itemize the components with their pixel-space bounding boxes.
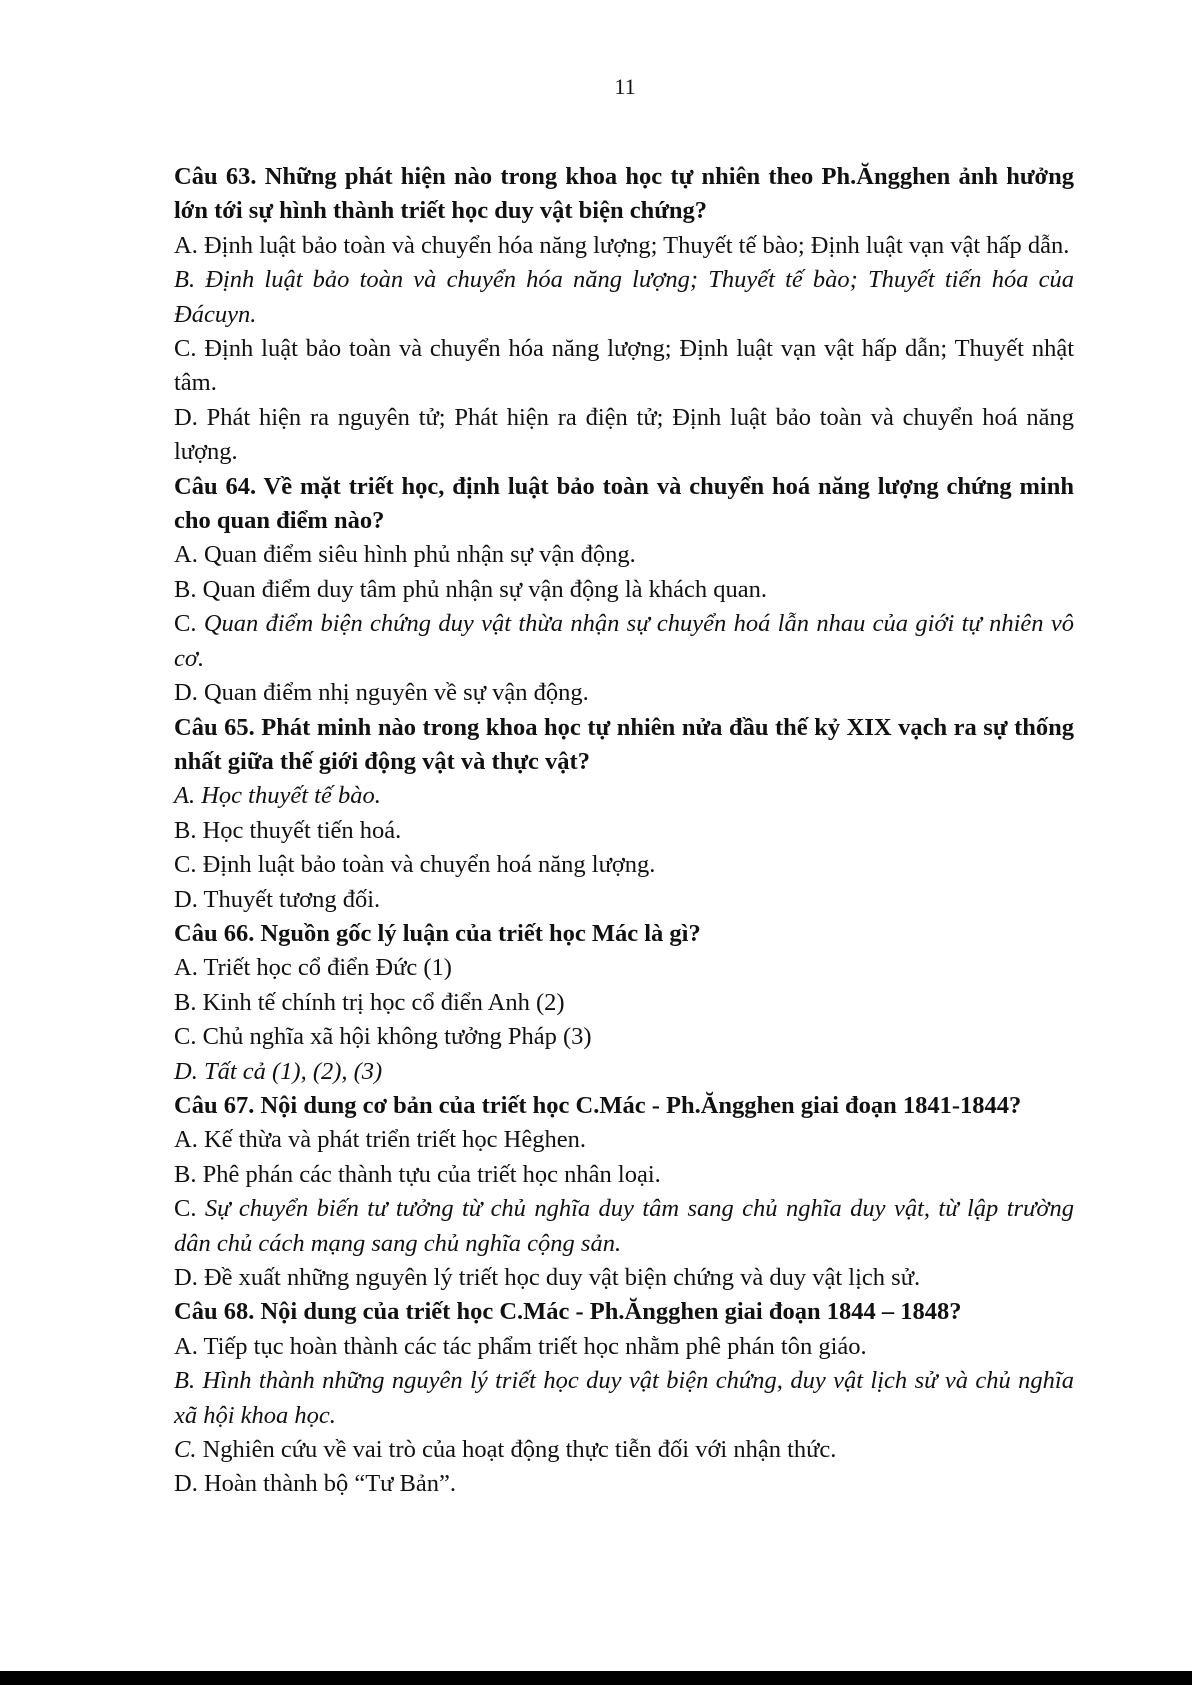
answer-option: A. Tiếp tục hoàn thành các tác phẩm triết học nhằm phê phán tôn giáo. [174, 1332, 867, 1360]
question-title: Câu 66. Nguồn gốc lý luận của triết học Mác là gì? [174, 919, 701, 947]
question-title: Câu 64. Về mặt triết học, định luật bảo toàn và chuyển hoá năng lượng chứng minh cho quan điểm nào? [174, 472, 1074, 535]
answer-option-letter: C. [174, 610, 204, 638]
answer-option: A. Quan điểm siêu hình phủ nhận sự vận động. [174, 541, 636, 569]
answer-option-letter: C. [174, 1436, 203, 1464]
answer-option: C. Chủ nghĩa xã hội không tưởng Pháp (3) [174, 1023, 592, 1051]
answer-option: B. Quan điểm duy tâm phủ nhận sự vận động là khách quan. [174, 575, 768, 603]
question-title: Câu 67. Nội dung cơ bản của triết học C.Mác - Ph.Ăngghen giai đoạn 1841-1844? [174, 1091, 1022, 1119]
page-number: 11 [614, 74, 636, 99]
question-list [174, 160, 1074, 1502]
answer-option: D. Hoàn thành bộ “Tư Bản”. [174, 1470, 457, 1498]
answer-option-text: Nghiên cứu về vai trò của hoạt động thực tiễn đối với nhận thức. [202, 1436, 837, 1464]
answer-option: D. Quan điểm nhị nguyên về sự vận động. [174, 679, 589, 707]
question-title: Câu 68. Nội dung của triết học C.Mác - Ph.Ăngghen giai đoạn 1844 – 1848? [174, 1298, 962, 1326]
answer-option [174, 607, 1074, 676]
question-title: Câu 63. Những phát hiện nào trong khoa học tự nhiên theo Ph.Ăngghen ảnh hưởng lớn tới sự hình thành triết học duy vật biện chứng? [174, 163, 1074, 225]
answer-option: C. Định luật bảo toàn và chuyển hoá năng lượng. [174, 851, 656, 879]
answer-option: A. Kế thừa và phát triển triết học Hêghen. [174, 1126, 586, 1154]
answer-option: C. Định luật bảo toàn và chuyển hóa năng lượng; Định luật vạn vật hấp dẫn; Thuyết nhật tâm. [174, 335, 1074, 397]
answer-option-text: Quan điểm biện chứng duy vật thừa nhận sự chuyển hoá lẫn nhau của giới tự nhiên vô cơ. [174, 610, 1075, 672]
answer-option: D. Đề xuất những nguyên lý triết học duy vật biện chứng và duy vật lịch sử. [174, 1264, 921, 1291]
answer-option: D. Thuyết tương đối. [174, 885, 381, 913]
answer-option-text: Sự chuyển biến tư tưởng từ chủ nghĩa duy tâm sang chủ nghĩa duy vật, từ lập trường dân chủ cách mạng sang chủ nghĩa cộng sản. [174, 1195, 1074, 1257]
page-bottom-border [0, 1671, 1192, 1685]
answer-option: A. Học thuyết tế bào. [174, 782, 381, 810]
answer-option: A. Định luật bảo toàn và chuyển hóa năng lượng; Thuyết tế bào; Định luật vạn vật hấp dẫn. [174, 231, 1070, 259]
answer-option: A. Triết học cổ điển Đức (1) [174, 954, 452, 982]
answer-option: B. Kinh tế chính trị học cổ điển Anh (2) [174, 988, 565, 1016]
answer-option: B. Phê phán các thành tựu của triết học nhân loại. [174, 1160, 661, 1188]
answer-option-letter: C. [174, 1195, 205, 1223]
answer-option: D. Tất cả (1), (2), (3) [174, 1057, 383, 1085]
answer-option: B. Định luật bảo toàn và chuyển hóa năng lượng; Thuyết tế bào; Thuyết tiến hóa của Đácuyn. [174, 266, 1074, 328]
answer-option [174, 1192, 1074, 1261]
answer-option: B. Hình thành những nguyên lý triết học duy vật biện chứng, duy vật lịch sử và chủ nghĩa xã hội khoa học. [174, 1367, 1074, 1429]
answer-option [174, 1433, 1074, 1467]
answer-option: B. Học thuyết tiến hoá. [174, 816, 402, 844]
answer-option: D. Phát hiện ra nguyên tử; Phát hiện ra điện tử; Định luật bảo toàn và chuyển hoá năng lượng. [174, 403, 1074, 466]
question-title: Câu 65. Phát minh nào trong khoa học tự nhiên nửa đầu thế kỷ XIX vạch ra sự thống nhất giữa thế giới động vật và thực vật? [174, 713, 1074, 775]
